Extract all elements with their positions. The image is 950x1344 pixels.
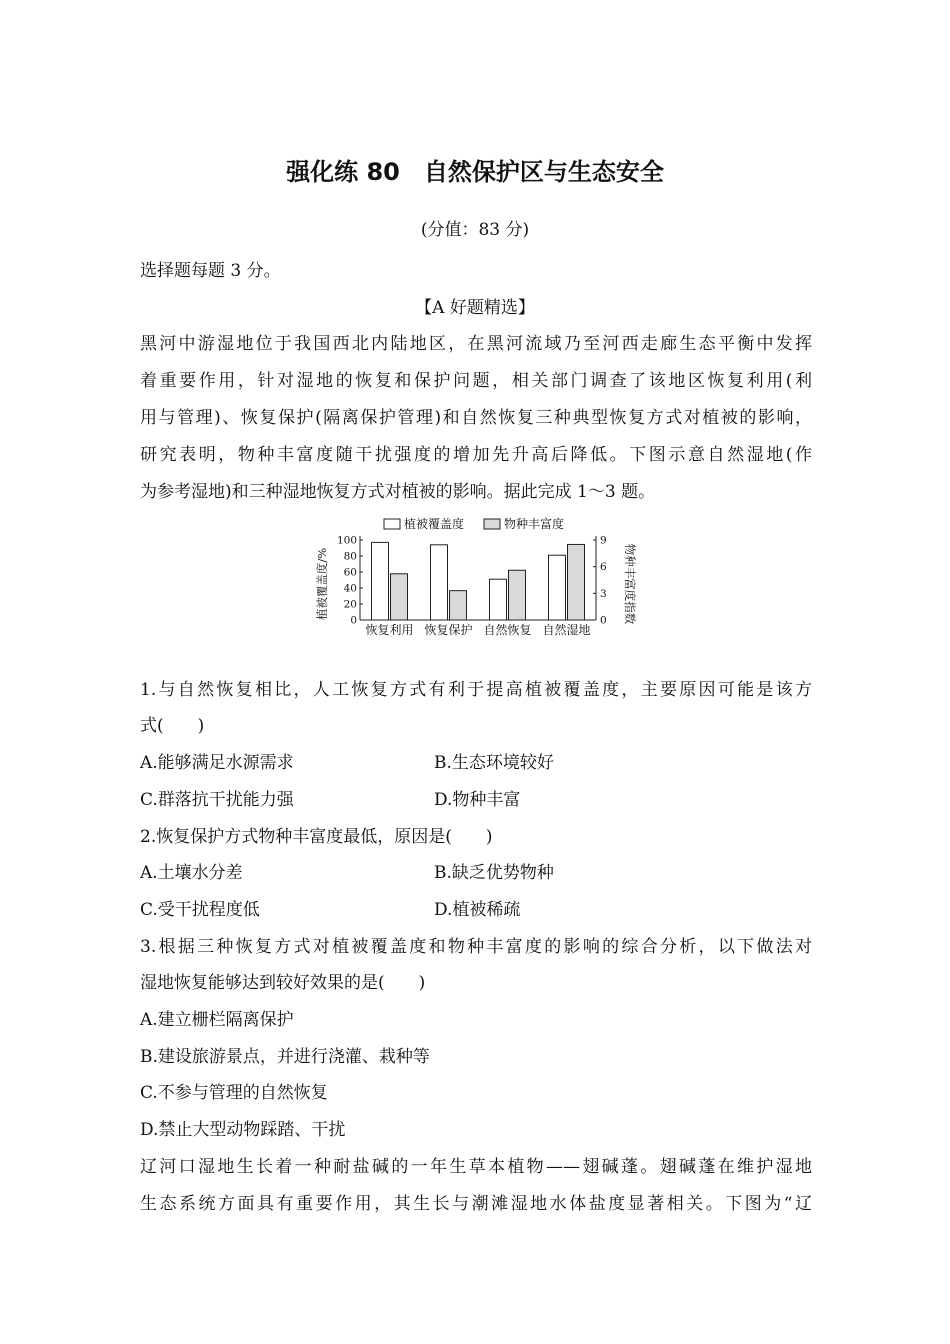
legend-swatch [384,519,400,529]
passage-line: 为参考湿地)和三种湿地恢复方式对植被的影响。据此完成 1～3 题。 [140,482,656,502]
y-tick-label-right: 9 [600,534,607,547]
question-stem: 湿地恢复能够达到较好效果的是( ) [140,973,426,993]
option-b: B.生态环境较好 [434,753,554,773]
option-a: A.建立栅栏隔离保护 [140,1010,294,1030]
x-tick-label: 自然恢复 [483,623,532,637]
y-tick-label-left: 40 [343,582,357,595]
bar [568,544,585,620]
y-axis-title-left: 植被覆盖度/% [315,547,329,621]
option-d: D.物种丰富 [434,790,521,810]
x-tick-label: 恢复保护 [424,623,473,637]
legend-swatch [484,519,500,529]
passage-line: 着重要作用，针对湿地的恢复和保护问题，相关部门调查了该地区恢复利用(利 [140,371,812,391]
option-a: A.能够满足水源需求 [140,753,294,773]
y-axis-title-right: 物种丰富度指数 [623,543,637,625]
option-d: D.禁止大型动物踩踏、干扰 [140,1120,346,1140]
bar [372,542,389,620]
x-tick-label: 自然湿地 [542,623,591,637]
bar [431,545,448,620]
y-tick-label-left: 80 [343,550,357,563]
option-c: C.不参与管理的自然恢复 [140,1083,328,1103]
question-stem: 1.与自然恢复相比，人工恢复方式有利于提高植被覆盖度，主要原因可能是该方 [140,680,812,700]
passage-line: 用与管理)、恢复保护(隔离保护管理)和自然恢复三种典型恢复方式对植被的影响， [140,408,812,428]
x-tick-label: 恢复利用 [365,623,414,637]
passage-line: 研究表明，物种丰富度随干扰强度的增加先升高后降低。下图示意自然湿地(作 [140,445,812,465]
y-tick-label-left: 60 [343,566,357,579]
bar [549,555,566,620]
option-c: C.群落抗干扰能力强 [140,790,294,810]
bar [450,591,467,620]
y-tick-label-right: 6 [600,561,607,574]
option-b: B.缺乏优势物种 [434,863,554,883]
option-b: B.建设旅游景点，并进行浇灌、栽种等 [140,1047,430,1067]
question-stem: 2.恢复保护方式物种丰富度最低，原因是( ) [140,827,493,847]
legend-label: 物种丰富度 [504,517,565,531]
question-stem: 3.根据三种恢复方式对植被覆盖度和物种丰富度的影响的综合分析，以下做法对 [140,937,812,957]
bar-chart [312,512,642,642]
option-c: C.受干扰程度低 [140,900,260,920]
y-tick-label-left: 20 [343,598,357,611]
page-title: 强化练 80 自然保护区与生态安全 [286,158,664,186]
option-a: A.土壤水分差 [140,863,243,883]
bar [509,570,526,620]
bar [490,579,507,620]
legend-label: 植被覆盖度 [404,517,465,531]
y-tick-label-right: 0 [600,614,607,627]
instruction: 选择题每题 3 分。 [140,261,281,281]
y-tick-label-left: 0 [350,614,357,627]
option-d: D.植被稀疏 [434,900,521,920]
passage-line: 辽河口湿地生长着一种耐盐碱的一年生草本植物——翅碱蓬。翅碱蓬在维护湿地 [140,1157,812,1177]
y-tick-label-left: 100 [336,534,357,547]
section-a-heading: 【A 好题精选】 [415,298,535,318]
passage-line: 黑河中游湿地位于我国西北内陆地区，在黑河流域乃至河西走廊生态平衡中发挥 [140,334,812,354]
y-tick-label-right: 3 [600,587,607,600]
question-stem: 式( ) [140,716,205,736]
bar [391,574,408,620]
score-note: (分值：83 分) [420,220,530,240]
passage-line: 生态系统方面具有重要作用，其生长与潮滩湿地水体盐度显著相关。下图为“辽 [140,1194,812,1214]
